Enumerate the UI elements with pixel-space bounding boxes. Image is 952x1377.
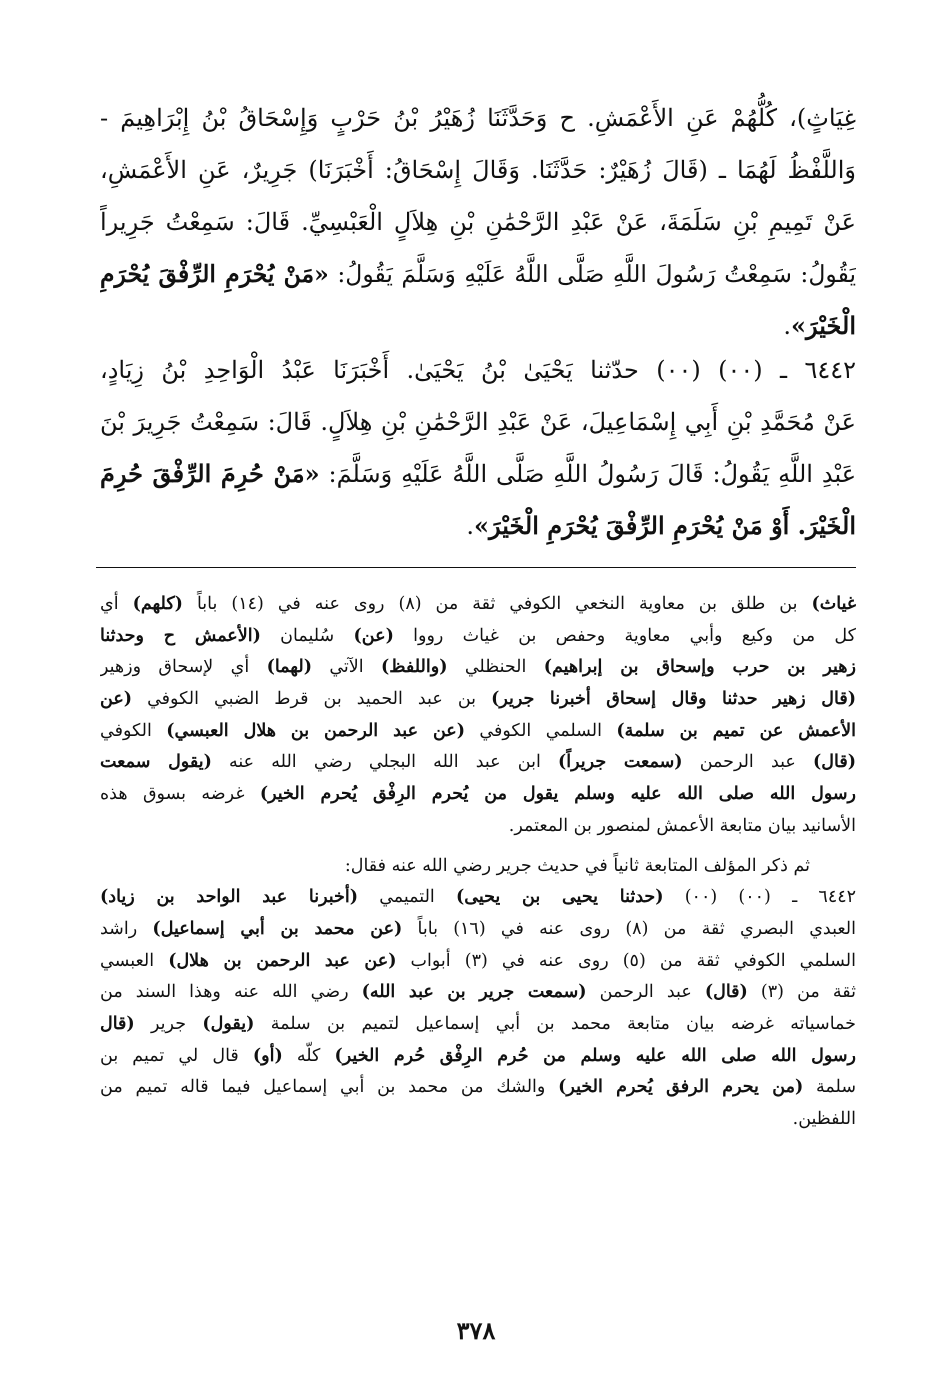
commentary-line bbox=[100, 652, 856, 684]
bold-span: (عن عبد الرحمن بن هلال) bbox=[168, 950, 397, 971]
plain-span: جرير bbox=[134, 1013, 203, 1034]
plain-span: كل من وكيع وأبي معاوية وحفص بن غياث رووا bbox=[393, 625, 856, 646]
hadith-line: عَنْ مُحَمَّدِ بْنِ أَبِي إِسْمَاعِيلَ، عَنْ عَبْدِ الرَّحْمَٰنِ بْنِ هِلاَلٍ. قَالَ: سَمِعْتُ جَرِيرَ بْنَ bbox=[100, 408, 856, 436]
prophetic-saying: «مَنْ حُرِمَ الرِّفْقَ حُرِمَ bbox=[100, 459, 320, 488]
bold-span: (قال) bbox=[813, 752, 856, 773]
bold-span: (من يحرم الرفق يُحرم الخير) bbox=[558, 1077, 804, 1098]
plain-span: الأسانيد بيان متابعة الأعمش لمنصور بن المعتمر. bbox=[508, 815, 856, 836]
plain-span: غرضه بسوق هذه bbox=[100, 784, 260, 805]
commentary-line bbox=[100, 882, 856, 914]
prophetic-saying: الْخَيْرَ» bbox=[791, 311, 856, 340]
plain-span: الآتي bbox=[311, 657, 382, 678]
bold-span: (سمعت جرير بن عبد الله) bbox=[361, 982, 587, 1003]
bold-span: رسول الله صلى الله عليه وسلم من حُرم الرِفْق حُرم الخير) bbox=[334, 1045, 856, 1066]
bold-span: (واللفظ) bbox=[381, 657, 448, 678]
commentary-line bbox=[100, 716, 856, 748]
plain-span: رضي الله عنه وهذا السند من bbox=[100, 982, 362, 1003]
plain-span: أي لإسحاق وزهير bbox=[100, 657, 267, 678]
hadith-line bbox=[100, 448, 856, 500]
plain-span: الكوفي bbox=[100, 720, 167, 741]
bold-span: (عن) bbox=[353, 625, 394, 646]
prophetic-saying: الْخَيْرَ. أَوْ مَنْ يُحْرَمِ الرِّفْقَ يُحْرَمِ الْخَيْرَ» bbox=[473, 511, 856, 540]
plain-span: عبد الرحمن bbox=[586, 982, 705, 1003]
plain-span: عبد الرحمن bbox=[682, 752, 814, 773]
hadith-line: غِيَاثٍ)، كُلُّهُمْ عَنِ الأَعْمَشِ. ح وَحَدَّثَنَا زُهَيْرُ بْنُ حَرْبٍ وَإِسْحَاقُ بْنُ إِبْرَاهِيمَ - bbox=[100, 104, 856, 132]
bold-span: (قال زهير حدثنا وقال إسحاق أخبرنا جرير) bbox=[491, 689, 856, 710]
plain-span: السلمي الكوفي ثقة من (٥) روى عنه في (٣) أبواب bbox=[396, 950, 856, 971]
hadith-line: ٦٤٤٢ ـ (٠٠) (٠٠) حدّثنا يَحْيَىٰ بْنُ يَحْيَىٰ. أَخْبَرَنَا عَبْدُ الْوَاحِدِ بْنُ زِيَادٍ، bbox=[100, 356, 856, 384]
bold-span: الأعمش عن تميم بن سلمة) bbox=[616, 720, 856, 741]
bold-span: (يقول سمعت bbox=[100, 752, 212, 773]
plain-span: بن عبد الحميد بن قرط الضبي الكوفي bbox=[132, 689, 492, 710]
bold-span: رسول الله صلى الله عليه وسلم يقول من يُحرم الرِفْق يُحرم الخير) bbox=[259, 784, 856, 805]
bold-span: (كلهم) bbox=[132, 594, 183, 614]
plain-span: الحنظلي bbox=[447, 657, 544, 678]
commentary-line bbox=[100, 1104, 856, 1136]
plain-span: أي bbox=[100, 594, 133, 614]
commentary-line bbox=[100, 779, 856, 811]
hadith-section bbox=[100, 344, 856, 552]
plain-span: سُليمان bbox=[260, 625, 354, 646]
bold-span: (عن bbox=[100, 689, 133, 710]
plain-span: ثقة من (٣) bbox=[747, 982, 856, 1003]
hadith-section bbox=[100, 92, 856, 352]
commentary-section bbox=[100, 589, 856, 1136]
commentary-line bbox=[100, 811, 856, 843]
plain-span: التميمي bbox=[357, 887, 456, 908]
plain-span: خماسياته غرضه بيان متابعة محمد بن أبي إسماعيل لتميم بن سلمة bbox=[254, 1013, 856, 1034]
bold-span: (قال bbox=[100, 1013, 135, 1034]
bold-span: زهير بن حرب وإسحاق بن إبراهيم) bbox=[543, 657, 856, 678]
page-number: ٣٧٨ bbox=[456, 1316, 496, 1345]
plain-span: راشد bbox=[100, 918, 153, 939]
plain-span: كلّه bbox=[282, 1045, 335, 1066]
commentary-intro-line: ثم ذكر المؤلف المتابعة ثانياً في حديث جرير رضي الله عنه فقال: bbox=[344, 855, 810, 876]
plain-span: ٦٤٤٢ ـ (٠٠) (٠٠) bbox=[663, 887, 856, 908]
hadith-line bbox=[100, 248, 856, 300]
bold-span: (قال) bbox=[704, 982, 748, 1003]
plain-span: قال لي تميم بن bbox=[100, 1045, 253, 1066]
commentary-line bbox=[100, 1041, 856, 1073]
bold-span: (حدثنا يحيى بن يحيى) bbox=[455, 887, 664, 908]
hadith-text: يَقُولُ: سَمِعْتُ رَسُولَ اللَّهِ صَلَّى اللَّهُ عَلَيْهِ وَسَلَّمَ يَقُولُ: bbox=[328, 260, 856, 288]
hadith-line: وَاللَّفْظُ لَهُمَا ـ (قَالَ زُهَيْرٌ: حَدَّثَنَا. وَقَالَ إِسْحَاقُ: أَخْبَرَنَا) جَرِيرٌ، عَنِ الأَعْمَشِ، bbox=[100, 156, 856, 184]
plain-span: اللفظين. bbox=[792, 1109, 856, 1129]
bold-span: (عن محمد بن أبي إسماعيل) bbox=[152, 918, 403, 939]
plain-span: والشك من محمد بن أبي إسماعيل فيما قاله تميم من bbox=[100, 1077, 559, 1098]
bold-span: (لهما) bbox=[266, 657, 312, 678]
bold-span: (يقول) bbox=[202, 1013, 255, 1034]
plain-span: ابن عبد الله البجلي رضي الله عنه bbox=[211, 752, 558, 773]
bold-span: (الأعمش ح وحدثنا bbox=[100, 625, 261, 646]
commentary-line bbox=[100, 589, 856, 621]
plain-span: بن طلق بن معاوية النخعي الكوفي ثقة من (٨) روى عنه في (١٤) باباً bbox=[182, 594, 812, 614]
plain-span: العبدي البصري ثقة من (٨) روى عنه في (١٦) باباً bbox=[402, 918, 856, 939]
bold-span: (أخبرنا عبد الواحد بن زياد) bbox=[100, 887, 358, 908]
commentary-line bbox=[100, 1009, 856, 1041]
hadith-text: عَبْدِ اللَّهِ يَقُولُ: قَالَ رَسُولُ اللَّهِ صَلَّى اللَّهُ عَلَيْهِ وَسَلَّمَ: bbox=[319, 460, 856, 488]
commentary-line bbox=[100, 946, 856, 978]
prophetic-saying: «مَنْ يُحْرَمِ الرِّفْقَ يُحْرَمِ bbox=[100, 260, 329, 288]
commentary-line bbox=[100, 684, 856, 716]
commentary-line bbox=[100, 621, 856, 653]
hadith-text: . bbox=[466, 512, 474, 540]
bold-span: (أو) bbox=[252, 1045, 283, 1066]
plain-span: السلمي الكوفي bbox=[465, 720, 617, 741]
plain-span: سلمة bbox=[803, 1077, 856, 1098]
bold-span: (عن عبد الرحمن بن هلال العبسي) bbox=[166, 720, 466, 741]
plain-span: العبسي bbox=[100, 950, 169, 971]
commentary-line bbox=[100, 977, 856, 1009]
commentary-line bbox=[100, 1072, 856, 1104]
commentary-line bbox=[100, 914, 856, 946]
bold-span: غياث) bbox=[811, 594, 856, 614]
hadith-line bbox=[100, 500, 856, 552]
commentary-line bbox=[100, 747, 856, 779]
hadith-line: عَنْ تَمِيمِ بْنِ سَلَمَةَ، عَنْ عَبْدِ الرَّحْمَٰنِ بْنِ هِلاَلٍ الْعَبْسِيِّ. قَالَ: سَمِعْتُ جَرِيراً bbox=[100, 208, 856, 236]
hadith-text: . bbox=[783, 312, 792, 340]
footnote-divider bbox=[96, 567, 856, 568]
bold-span: (سمعت جريراً) bbox=[558, 752, 683, 773]
